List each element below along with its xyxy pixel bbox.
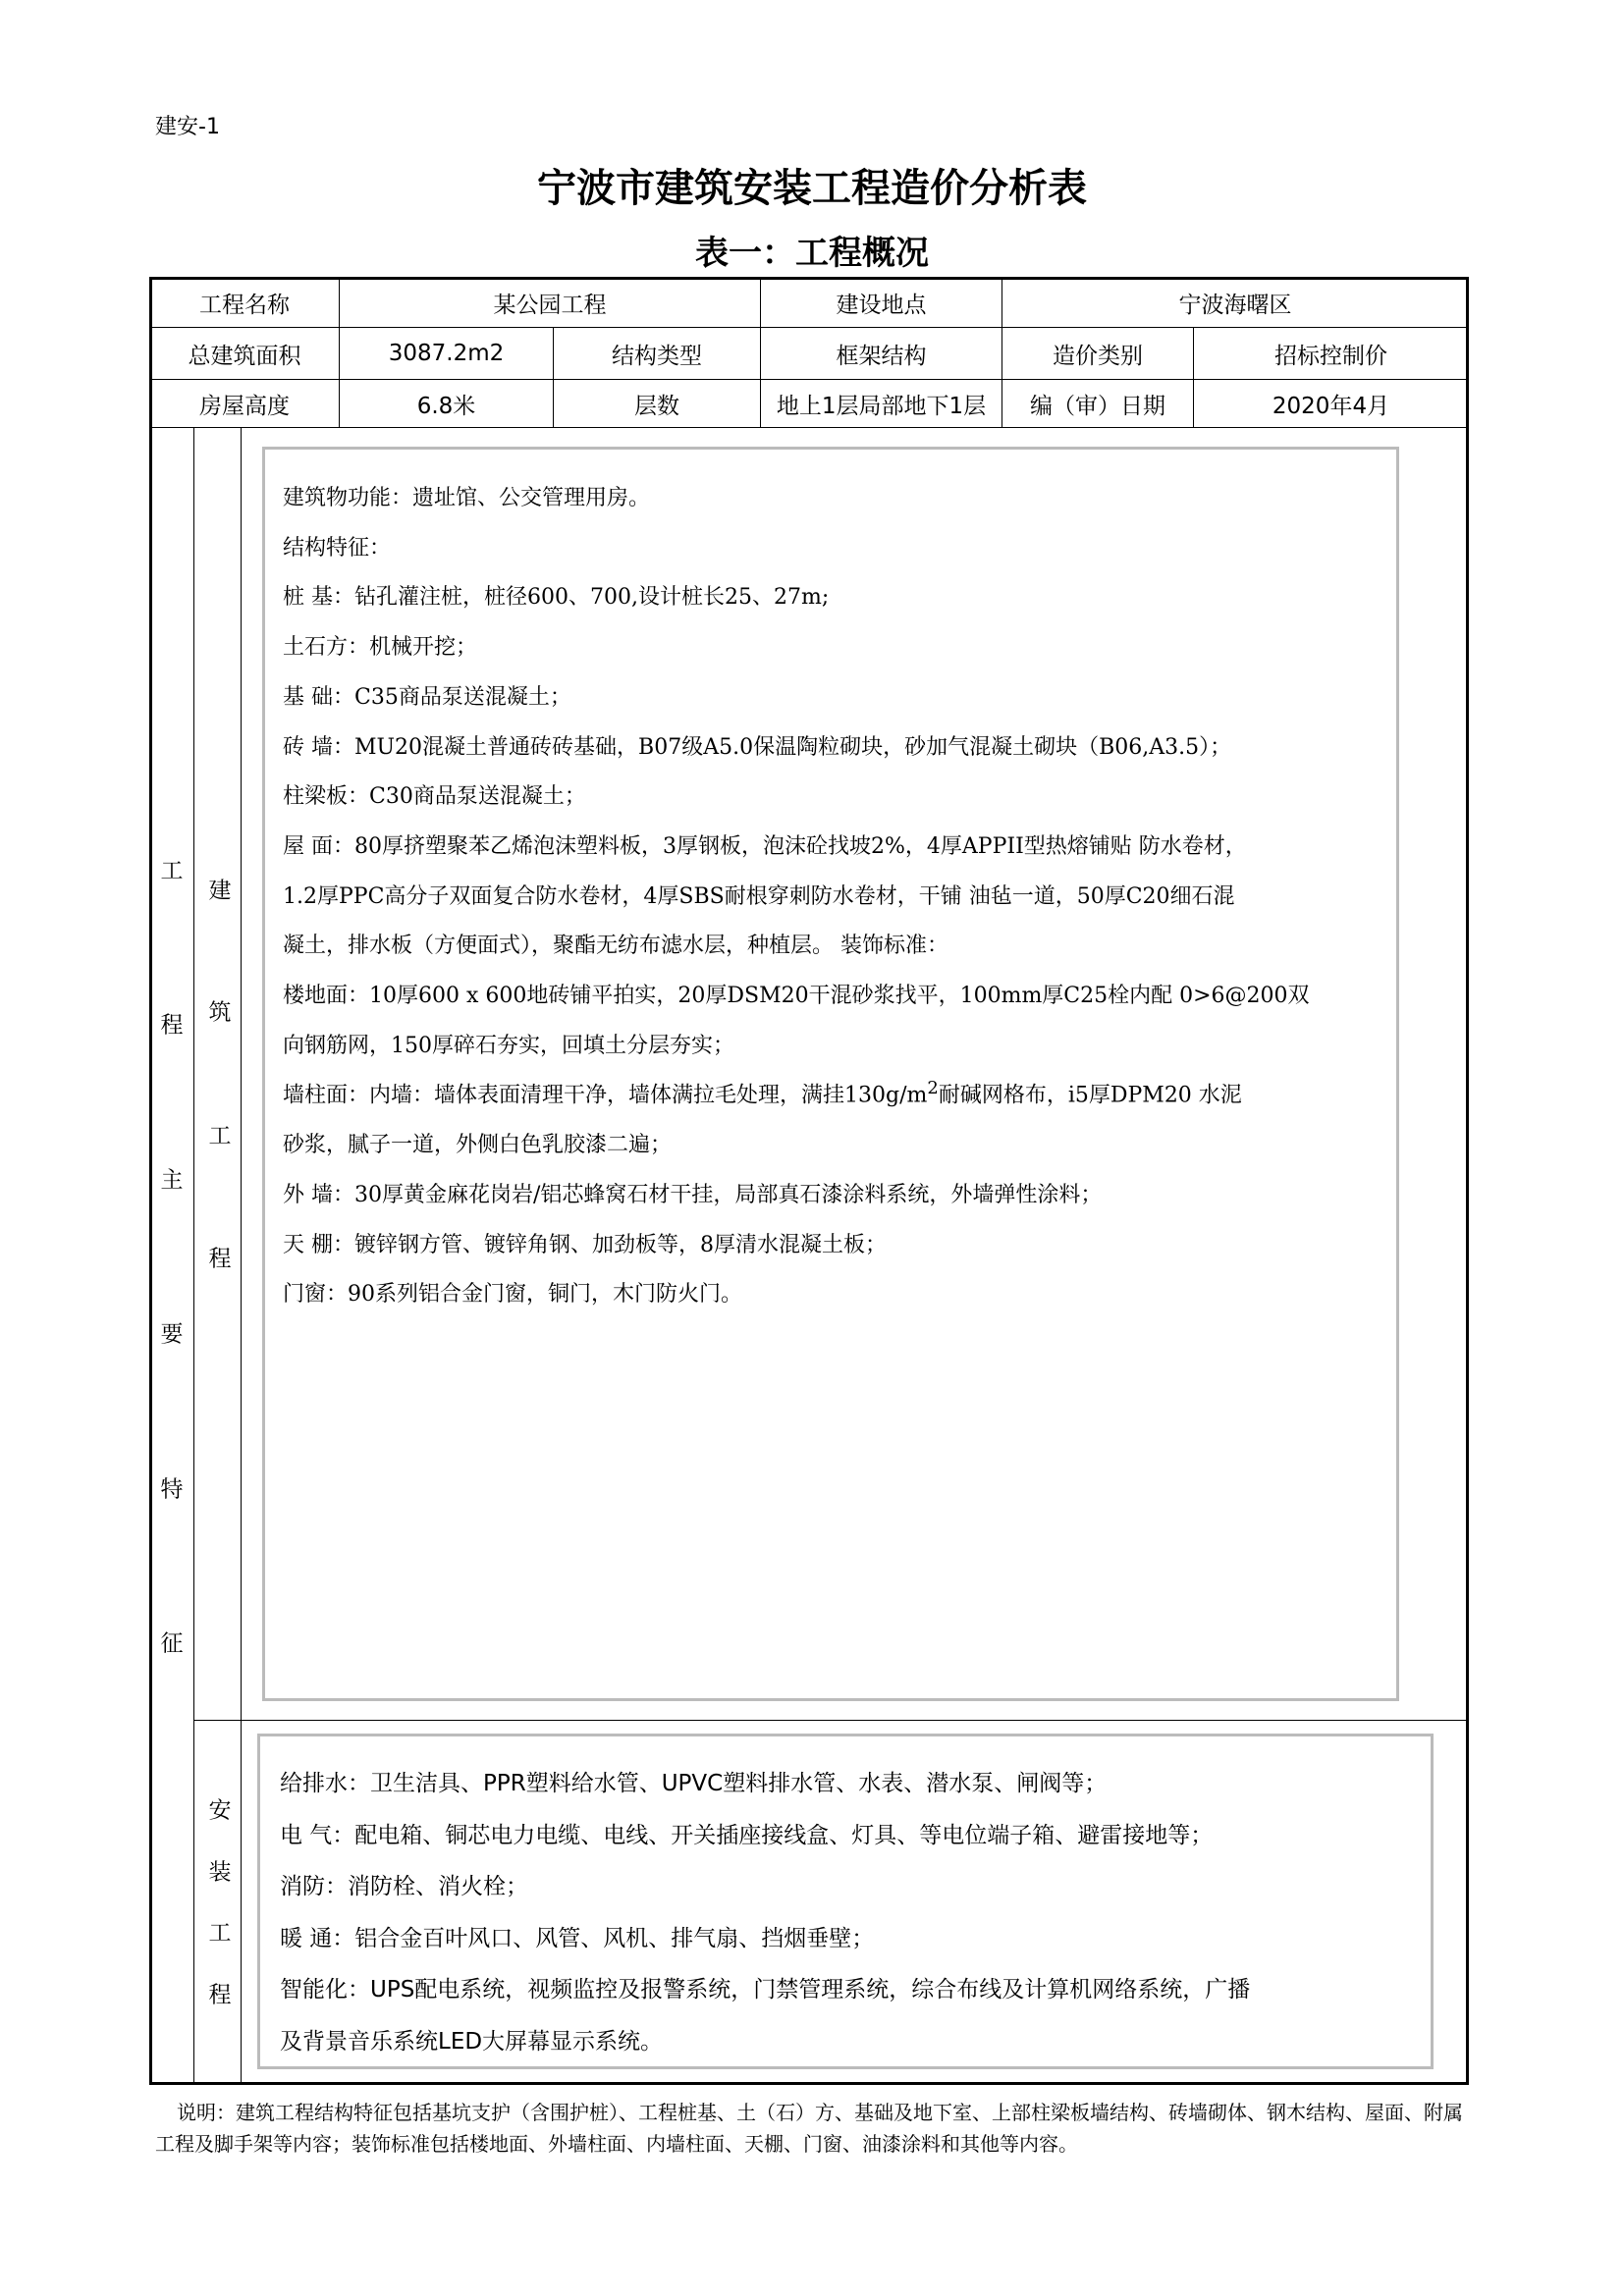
building-line-tail: 耐碱网格布，i5厚DPM20 水泥 <box>938 1083 1242 1108</box>
building-line-text: 门窗：90系列铝合金门窗，铜门，木门防火门。 <box>283 1282 742 1308</box>
main-label-char: 特 <box>160 1476 184 1503</box>
superscript: 2 <box>927 1078 939 1099</box>
label-structure-type: 结构类型 <box>553 327 761 380</box>
building-line-text: 1.2厚PPC高分子双面复合防水卷材，4厚SBS耐根穿刺防水卷材，干铺 油毡一道，50厚C20细石混 <box>283 883 1235 909</box>
building-line-text: 楼地面：10厚600 x 600地砖铺平拍实，20厚DSM20干混砂浆找平，100mm厚C25栓内配 0>6@200双 <box>283 984 1310 1008</box>
table-subtitle: 表一：工程概况 <box>695 234 929 273</box>
value-location: 宁波海曙区 <box>1001 277 1469 328</box>
building-line-text: 屋 面：80厚挤塑聚苯乙烯泡沫塑料板，3厚钢板，泡沫砼找坡2%，4厚APPII型热熔铺贴 防水卷材， <box>283 833 1247 859</box>
building-line <box>283 929 948 959</box>
building-label-char: 程 <box>208 1246 232 1272</box>
install-label-char: 程 <box>208 1982 232 2008</box>
value-cost-category: 招标控制价 <box>1193 327 1469 380</box>
label-project-name: 工程名称 <box>149 277 340 328</box>
value-project-name: 某公园工程 <box>339 277 761 328</box>
document-code: 建安-1 <box>155 115 220 139</box>
building-line <box>283 829 1247 860</box>
install-label-char: 安 <box>208 1797 232 1824</box>
building-line-text: 外 墙：30厚黄金麻花岗岩/铝芯蜂窝石材干挂，局部真石漆涂料系统，外墙弹性涂料； <box>283 1182 1103 1207</box>
value-compile-date: 2020年4月 <box>1193 379 1469 428</box>
install-label-column <box>193 1720 242 2085</box>
label-compile-date: 编（审）日期 <box>1001 379 1194 428</box>
building-line <box>283 630 477 661</box>
install-line: 及背景音乐系统LED大屏幕显示系统。 <box>280 2028 664 2055</box>
main-label-char: 主 <box>160 1167 184 1194</box>
building-line <box>283 531 391 561</box>
building-line-text: 土石方：机械开挖； <box>283 635 478 661</box>
install-line: 暖 通：铝合金百叶风口、风管、风机、排气扇、挡烟垂壁； <box>280 1925 875 1951</box>
building-line-text: 砖 墙：MU20混凝土普通砖砖基础，B07级A5.0保温陶粒砌块，砂加气混凝土砌块（B06,A3.5）； <box>283 734 1232 760</box>
main-label-char: 程 <box>160 1012 184 1039</box>
building-line <box>283 979 1310 1009</box>
footnote: 说明：建筑工程结构特征包括基坑支护（含围护桩）、工程桩基、土（石）方、基础及地下室、上部柱梁板墙结构、砖墙砌体、钢木结构、屋面、附属工程及脚手架等内容；装饰标准包括楼地面、外墙柱面、内墙柱面、天棚、门窗、油漆涂料和其他等内容。 <box>155 2101 1463 2156</box>
building-line <box>283 580 829 611</box>
building-line-text: 墙柱面：内墙：墙体表面清理干净，墙体满拉毛处理，满挂130g/m <box>283 1083 928 1108</box>
label-cost-category: 造价类别 <box>1001 327 1194 380</box>
value-building-height: 6.8米 <box>339 379 554 428</box>
label-building-height: 房屋高度 <box>149 379 340 428</box>
building-label-char: 建 <box>208 878 232 904</box>
building-line <box>283 1277 742 1308</box>
main-features-column <box>149 427 194 2085</box>
document-title: 宁波市建筑安装工程造价分析表 <box>537 166 1087 211</box>
install-line: 消防：消防栓、消火栓； <box>280 1874 528 1899</box>
value-structure-type: 框架结构 <box>760 327 1002 380</box>
main-label-char: 征 <box>160 1630 184 1657</box>
building-line <box>283 1029 734 1059</box>
building-line-text: 柱梁板：C30商品泵送混凝土； <box>283 784 586 810</box>
building-line-text: 基 础：C35商品泵送混凝土； <box>283 684 571 710</box>
install-line: 给排水：卫生洁具、PPR塑料给水管、UPVC塑料排水管、水表、潜水泵、闸阀等； <box>280 1771 1108 1796</box>
building-line <box>283 880 1235 910</box>
building-line <box>283 779 586 810</box>
building-line-text: 凝土，排水板（方便面式），聚酯无纺布滤水层，种植层。 装饰标准： <box>283 934 948 959</box>
install-line: 电 气：配电箱、铜芯电力电缆、电线、开关插座接线盒、灯具、等电位端子箱、避雷接地等； <box>280 1822 1214 1848</box>
label-floors: 层数 <box>553 379 761 428</box>
label-total-area: 总建筑面积 <box>149 327 340 380</box>
value-floors: 地上1层局部地下1层 <box>760 379 1002 428</box>
main-label-char: 要 <box>160 1321 184 1348</box>
building-label-column <box>193 427 242 1721</box>
main-label-char: 工 <box>160 858 184 884</box>
building-line <box>283 1228 887 1258</box>
building-line <box>283 680 571 711</box>
building-line-text: 桩 基：钻孔灌注桩，桩径600、700,设计桩长25、27m; <box>283 585 830 611</box>
label-location: 建设地点 <box>760 277 1002 328</box>
install-line: 智能化：UPS配电系统，视频监控及报警系统，门禁管理系统，综合布线及计算机网络系统，广播 <box>280 1977 1251 2002</box>
install-label-char: 工 <box>208 1920 232 1947</box>
building-label-char: 筑 <box>208 999 232 1026</box>
building-line-text: 建筑物功能：遗址馆、公交管理用房。 <box>283 486 651 510</box>
building-label-char: 工 <box>208 1123 232 1149</box>
building-line <box>283 730 1231 761</box>
building-line-text: 天 棚：镀锌钢方管、镀锌角钢、加劲板等，8厚清水混凝土板； <box>283 1232 887 1257</box>
building-line-text: 向钢筋网，150厚碎石夯实，回填土分层夯实； <box>283 1033 734 1058</box>
building-line <box>283 1078 1242 1108</box>
building-line <box>283 481 650 511</box>
building-line <box>283 1178 1102 1208</box>
building-line <box>283 1128 672 1158</box>
value-total-area: 3087.2m2 <box>339 327 554 380</box>
building-line-text: 结构特征： <box>283 535 392 561</box>
building-line-text: 砂浆，腻子一道，外侧白色乳胶漆二遍； <box>283 1133 673 1158</box>
install-label-char: 装 <box>208 1859 232 1886</box>
